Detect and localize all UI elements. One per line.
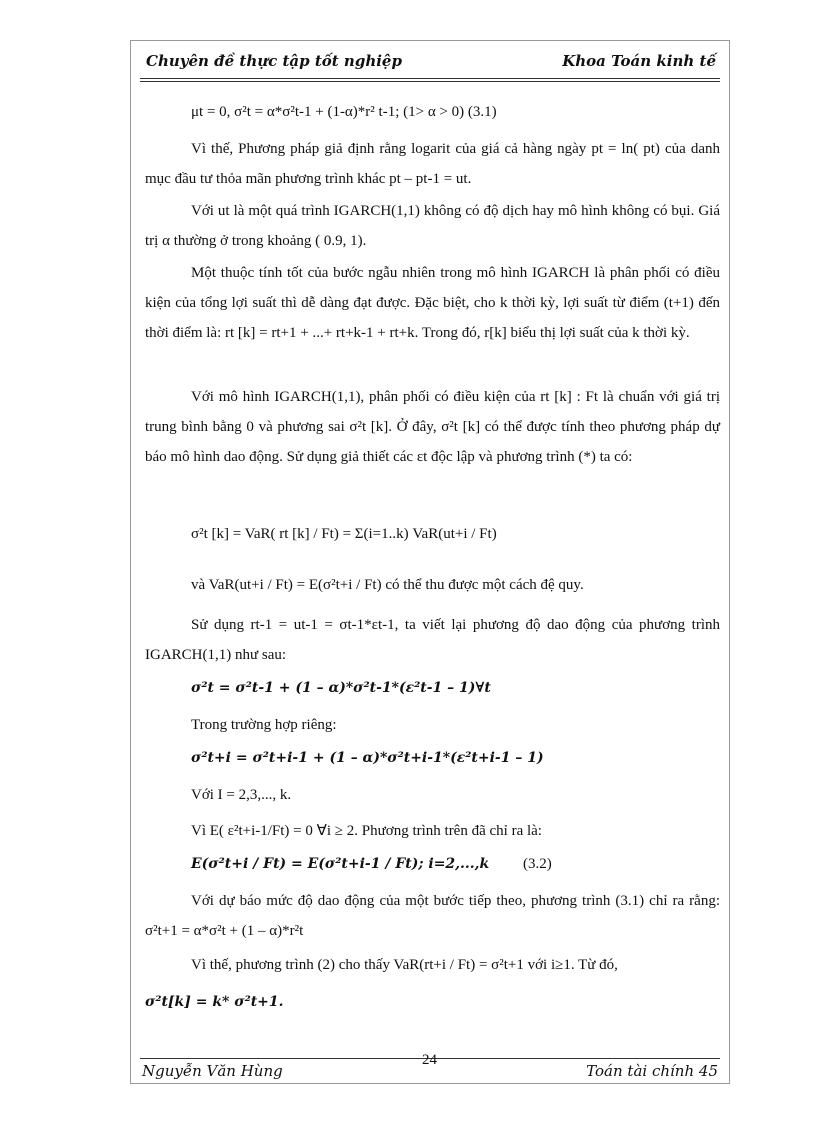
equation-final: σ²t[k] = k* σ²t+1. — [145, 994, 284, 1010]
paragraph-7: Trong trường hợp riêng: — [191, 717, 337, 733]
paragraph-6: Sử dụng rt-1 = ut-1 = σt-1*εt-1, ta viết lại phương độ dao động của phương trình IGARCH(1,1) như sau: — [145, 617, 720, 663]
paragraph-2: Với ut là một quá trình IGARCH(1,1) không có độ dịch hay mô hình không có bụi. Giá trị α thường ở trong khoảng ( 0.9, 1). — [145, 203, 720, 249]
paragraph-4: Với mô hình IGARCH(1,1), phân phối có điều kiện của rt [k] : Ft là chuẩn với giá trị trung bình bằng 0 và phương sai σ²t [k]. Ở đây, σ²t [k] có thể được tính theo phương pháp dự báo mô hình dao động. Sử dụng giả thiết các εt độc lập và phương trình (*) ta có: — [145, 389, 720, 465]
paragraph-9: Vì E( ε²t+i-1/Ft) = 0 ∀i ≥ 2. Phương trình trên đã chỉ ra là: — [191, 823, 542, 839]
paragraph-3: Một thuộc tính tốt của bước ngẫu nhiên trong mô hình IGARCH là phân phối có điều kiện của tổng lợi suất thì dễ dàng đạt được. Đặc biệt, cho k thời kỳ, lợi suất từ điểm (t+1) đến thời điểm là: rt [k] = rt+1 + ...+ rt+k-1 + rt+k. Trong đó, r[k] biểu thị lợi suất của k thời kỳ. — [145, 265, 720, 341]
paragraph-11: Vì thế, phương trình (2) cho thấy VaR(rt+i / Ft) = σ²t+1 với i≥1. Từ đó, — [191, 957, 618, 973]
header-rule — [140, 78, 720, 82]
equation-sigma-recursion: σ²t = σ²t-1 + (1 – α)*σ²t-1*(ε²t-1 – 1)∀t — [191, 680, 491, 696]
paragraph-1: Vì thế, Phương pháp giả định rằng logarit của giá cả hàng ngày pt = ln( pt) của danh mục đầu tư thỏa mãn phương trình khác pt – pt-1 = ut. — [145, 141, 720, 187]
equation-3-1: μt = 0, σ²t = α*σ²t-1 + (1-α)*r² t-1; (1> α > 0) (3.1) — [191, 104, 497, 120]
footer-author: Nguyễn Văn Hùng — [142, 1062, 283, 1080]
page-header — [130, 48, 730, 74]
page-number: 24 — [422, 1052, 437, 1068]
header-left-title: Chuyên đề thực tập tốt nghiệp — [146, 52, 402, 70]
equation-3-2-number: (3.2) — [523, 856, 552, 872]
paragraph-5: và VaR(ut+i / Ft) = E(σ²t+i / Ft) có thể thu được một cách đệ quy. — [191, 577, 584, 593]
paragraph-10: Với dự báo mức độ dao động của một bước tiếp theo, phương trình (3.1) chỉ ra rằng: σ²t+1 = α*σ²t + (1 – α)*r²t — [145, 893, 720, 939]
header-right-title: Khoa Toán kinh tế — [562, 52, 716, 70]
paragraph-8: Với I = 2,3,..., k. — [191, 787, 292, 803]
equation-special-case: σ²t+i = σ²t+i-1 + (1 – α)*σ²t+i-1*(ε²t+i-1 – 1) — [191, 750, 544, 766]
equation-3-2: E(σ²t+i / Ft) = E(σ²t+i-1 / Ft); i=2,...,k — [191, 856, 490, 872]
equation-variance-sum: σ²t [k] = VaR( rt [k] / Ft) = Σ(i=1..k) VaR(ut+i / Ft) — [191, 526, 497, 542]
footer-course: Toán tài chính 45 — [586, 1062, 718, 1080]
page-footer — [130, 1050, 730, 1080]
